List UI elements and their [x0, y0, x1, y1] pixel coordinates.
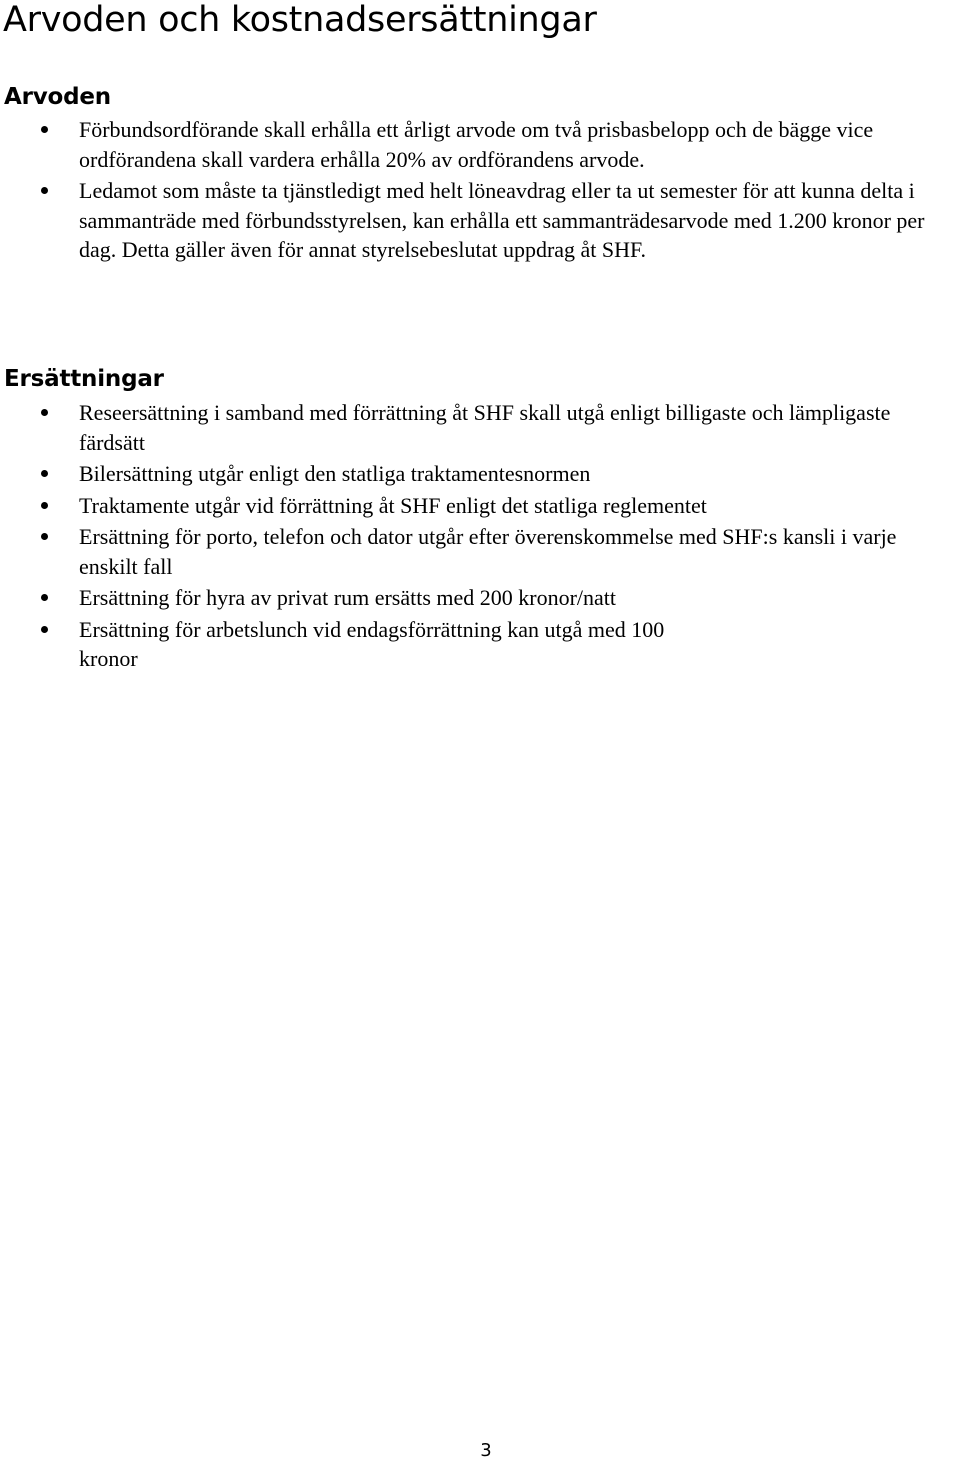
bullet-list-ersattningar: [0, 398, 960, 676]
list-item: [0, 615, 960, 674]
section-heading-ersattningar: Ersättningar: [4, 366, 164, 392]
list-item-text: Ersättning för hyra av privat rum ersätts med 200 kronor/natt: [79, 585, 617, 610]
list-item-text: Reseersättning i samband med förrättning åt SHF skall utgå enligt billigaste och lämpligaste färdsätt: [79, 400, 891, 455]
bullet-icon: [41, 626, 48, 633]
list-item-text: Traktamente utgår vid förrättning åt SHF enligt det statliga reglementet: [79, 492, 707, 518]
bullet-icon: [41, 126, 48, 133]
bullet-icon: [41, 594, 48, 601]
page-number: 3: [480, 1440, 492, 1461]
page-title: Arvoden och kostnadsersättningar: [3, 0, 597, 40]
list-item: [0, 491, 960, 521]
list-item: [0, 176, 960, 265]
list-item: [0, 459, 960, 489]
list-item: [0, 522, 960, 581]
list-item: [0, 398, 960, 457]
bullet-list-arvoden: [0, 115, 960, 267]
list-item-text: Ersättning för porto, telefon och dator utgår efter överenskommelse med SHF:s kansli i varje enskilt fall: [79, 524, 897, 579]
bullet-icon: [41, 187, 48, 194]
list-item-text: Bilersättning utgår enligt den statliga traktamentesnormen: [79, 461, 591, 486]
list-item-text: Ersättning för arbetslunch vid endagsförrättning kan utgå med 100 kronor: [79, 616, 665, 671]
bullet-icon: [41, 502, 48, 509]
bullet-icon: [41, 409, 48, 416]
list-item-text: Ledamot som måste ta tjänstledigt med helt löneavdrag eller ta ut semester för att kunna delta i sammanträde med förbundsstyrelsen, kan erhålla ett sammanträdesarvode med 1.200 kronor per dag. Detta gäller även för annat styrelsebeslutat uppdrag åt SHF.: [79, 178, 925, 262]
list-item: [0, 115, 960, 174]
list-item-text: Förbundsordförande skall erhålla ett årligt arvode om två prisbasbelopp och de bägge vice ordförandena skall vardera erhålla 20% av ordförandens arvode.: [79, 117, 874, 172]
bullet-icon: [41, 470, 48, 477]
section-heading-arvoden: Arvoden: [4, 84, 111, 110]
bullet-icon: [41, 533, 48, 540]
list-item: [0, 583, 960, 613]
